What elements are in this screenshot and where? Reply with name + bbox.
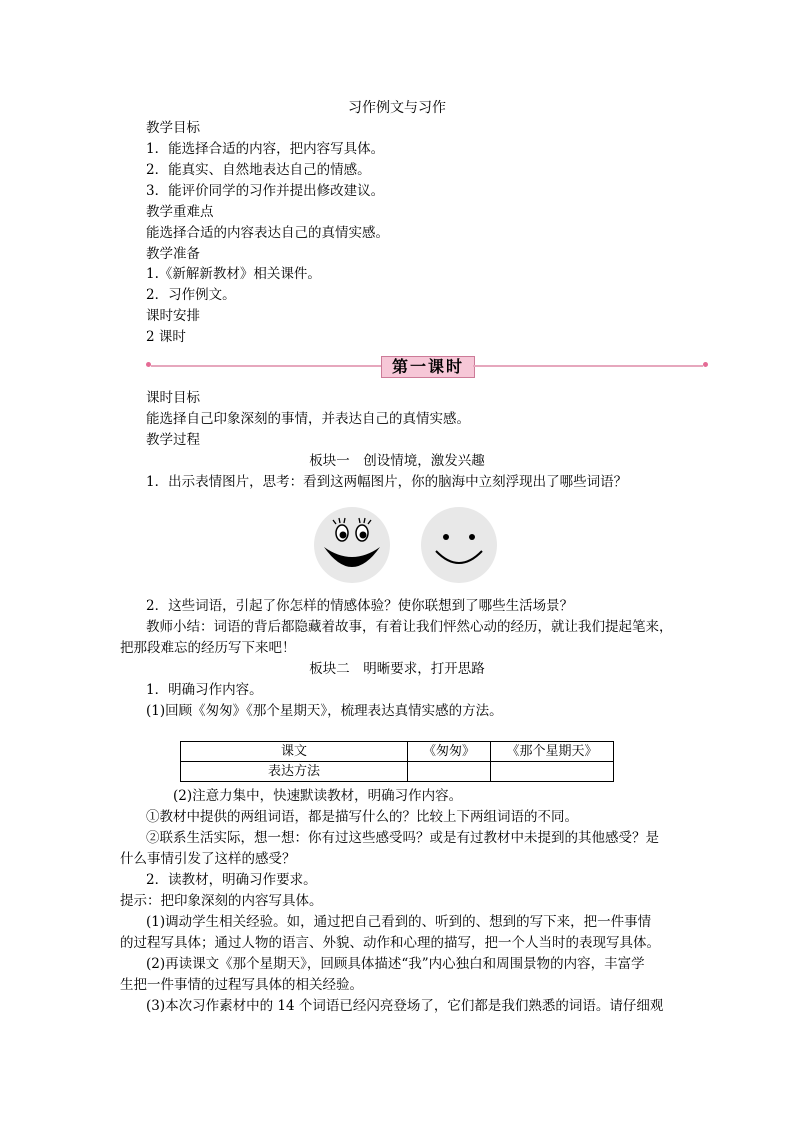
step-1: 1．明确习作内容。 xyxy=(146,682,263,698)
heading-schedule: 课时安排 xyxy=(146,308,200,324)
para-3-line-1: (3)本次习作素材中的 14 个词语已经闪亮登场了，它们都是我们熟悉的词语。请仔细观 xyxy=(146,998,664,1014)
table-row xyxy=(181,742,614,762)
table-row xyxy=(181,762,614,782)
prep-1: 1.《新解新教材》相关课件。 xyxy=(146,266,321,282)
emoticon-images xyxy=(312,505,502,585)
heading-preparation: 教学准备 xyxy=(146,246,200,262)
step-2: 2．读教材，明确习作要求。 xyxy=(146,872,317,888)
para-1-line-1: (1)调动学生相关经验。如，通过把自己看到的、听到的、想到的写下来，把一件事情 xyxy=(146,914,652,930)
methods-table xyxy=(180,741,614,782)
step-1-2: (2)注意力集中，快速默读教材，明确习作内容。 xyxy=(173,788,463,804)
step-1-2b-line-1: ②联系生活实际，想一想：你有过这些感受吗？或是有过教材中未提到的其他感受？是 xyxy=(146,830,659,846)
question-1: 1．出示表情图片，思考：看到这两幅图片，你的脑海中立刻浮现出了哪些词语？ xyxy=(146,474,628,490)
hint: 提示：把印象深刻的内容写具体。 xyxy=(120,893,323,909)
table-cell xyxy=(408,762,491,782)
goal-3: 3．能评价同学的习作并提出修改建议。 xyxy=(146,183,385,199)
banner-rule-left xyxy=(151,365,381,367)
step-1-2b-line-2: 什么事情引发了这样的感受？ xyxy=(120,851,296,867)
goal-1: 1．能选择合适的内容，把内容写具体。 xyxy=(146,141,385,157)
banner-label: 第一课时 xyxy=(381,356,475,378)
banner-dot-right xyxy=(703,362,708,367)
table-cell: 表达方法 xyxy=(181,762,408,782)
block2-title: 板块二 明晰要求，打开思路 xyxy=(309,661,485,677)
page-title: 习作例文与习作 xyxy=(348,100,446,116)
question-2: 2．这些词语，引起了你怎样的情感体验？使你联想到了哪些生活场景？ xyxy=(146,598,574,614)
smiley-face-icon xyxy=(421,507,497,583)
para-2-line-1: (2)再读课文《那个星期天》，回顾具体描述“我”内心独白和周围景物的内容，丰富学 xyxy=(146,956,645,972)
banner-rule-right xyxy=(473,365,703,367)
table-header-cell: 《那个星期天》 xyxy=(491,742,614,762)
para-2-line-2: 生把一件事情的过程写具体的相关经验。 xyxy=(120,977,363,993)
teacher-summary-line-1: 教师小结：词语的背后都隐藏着故事，有着让我们怦然心动的经历，就让我们提起笔来， xyxy=(146,619,673,635)
step-1-2a: ①教材中提供的两组词语，都是描写什么的？比较上下两组词语的不同。 xyxy=(146,809,578,825)
heading-key-points: 教学重难点 xyxy=(146,204,214,220)
prep-2: 2．习作例文。 xyxy=(146,287,236,303)
schedule-value: 2 课时 xyxy=(146,329,186,345)
heading-process: 教学过程 xyxy=(146,432,200,448)
step-1-1: (1)回顾《匆匆》《那个星期天》，梳理表达真情实感的方法。 xyxy=(146,703,503,719)
teacher-summary-line-2: 把那段难忘的经历写下来吧！ xyxy=(120,640,296,656)
heading-lesson-goal: 课时目标 xyxy=(146,390,200,406)
goal-2: 2．能真实、自然地表达自己的情感。 xyxy=(146,162,371,178)
table-cell xyxy=(491,762,614,782)
lesson-banner xyxy=(146,356,708,378)
happy-face-eyelashes-icon xyxy=(314,507,390,583)
table-header-cell: 《匆匆》 xyxy=(408,742,491,762)
lesson-goal: 能选择自己印象深刻的事情，并表达自己的真情实感。 xyxy=(146,411,470,427)
heading-teaching-goals: 教学目标 xyxy=(146,120,200,136)
key-point: 能选择合适的内容表达自己的真情实感。 xyxy=(146,225,389,241)
block1-title: 板块一 创设情境，激发兴趣 xyxy=(309,453,485,469)
para-1-line-2: 的过程写具体；通过人物的语言、外貌、动作和心理的描写，把一个人当时的表现写具体。 xyxy=(120,935,660,951)
table-header-cell: 课文 xyxy=(181,742,408,762)
